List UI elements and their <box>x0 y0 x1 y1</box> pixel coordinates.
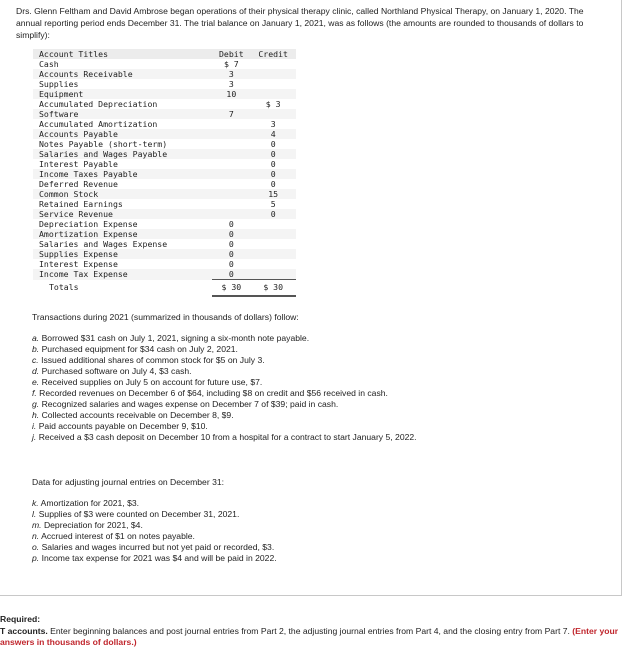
required-section <box>0 614 620 649</box>
item-text: Income tax expense for 2021 was $4 and will be paid in 2022. <box>41 553 277 563</box>
cell-debit <box>212 129 250 139</box>
cell-title: Amortization Expense <box>33 229 212 239</box>
cell-credit <box>250 69 296 79</box>
table-row <box>33 69 296 79</box>
cell-title: Supplies <box>39 79 79 89</box>
cell-credit <box>250 109 296 119</box>
cell-credit: 0 <box>250 149 296 159</box>
cell-debit <box>212 139 250 149</box>
table-row <box>33 79 296 89</box>
item-text: Recorded revenues on December 6 of $64, including $8 on credit and $56 received in cash. <box>39 388 388 398</box>
adjusting-list <box>32 498 612 564</box>
cell-debit <box>212 189 250 199</box>
table-row <box>33 159 296 169</box>
cell-debit <box>212 169 250 179</box>
table-row <box>33 129 296 139</box>
item-text: Borrowed $31 cash on July 1, 2021, signing a six-month note payable. <box>41 333 310 343</box>
cell-debit: 7 <box>212 109 250 119</box>
list-item <box>32 333 612 344</box>
item-letter: h. <box>32 410 40 420</box>
list-item <box>32 366 612 377</box>
header-account-titles: Account Titles <box>33 49 212 59</box>
table-row <box>33 249 296 259</box>
item-letter: f. <box>32 388 37 398</box>
item-text: Paid accounts payable on December 9, $10. <box>38 421 208 431</box>
required-emphasis: (Enter your answers in thousands of dollars.) <box>0 625 619 647</box>
item-letter: a. <box>32 333 40 343</box>
cell-credit: 4 <box>250 129 296 139</box>
item-letter: n. <box>32 531 40 541</box>
table-header-row <box>33 49 296 59</box>
item-text: Received supplies on July 5 on account for future use, $7. <box>41 377 263 387</box>
cell-title: Salaries and Wages Payable <box>33 149 212 159</box>
cell-debit: 0 <box>212 269 250 280</box>
cell-title: Common Stock <box>33 189 212 199</box>
totals-debit: $ 30 <box>212 280 250 297</box>
header-debit: Debit <box>212 49 250 59</box>
table-row <box>33 269 296 280</box>
table-row <box>33 139 296 149</box>
cell-credit: 0 <box>270 179 276 189</box>
adjusting-heading: Data for adjusting journal entries on December 31: <box>32 477 225 487</box>
cell-credit: 5 <box>270 199 276 209</box>
cell-credit <box>250 229 296 239</box>
table-row <box>33 169 296 179</box>
cell-title: Notes Payable (short-term) <box>39 139 168 149</box>
cell-debit <box>212 119 250 129</box>
table-row <box>33 239 296 249</box>
table-row <box>33 189 296 199</box>
cell-debit <box>212 179 250 189</box>
table-row <box>33 229 296 239</box>
transactions-heading: Transactions during 2021 (summarized in thousands of dollars) follow: <box>32 312 299 322</box>
cell-debit <box>212 159 250 169</box>
cell-debit: 10 <box>212 89 250 99</box>
transactions-list <box>32 333 612 443</box>
cell-title: Accounts Payable <box>33 129 212 139</box>
cell-credit <box>250 219 296 229</box>
cell-title: Equipment <box>33 89 212 99</box>
item-letter: j. <box>32 432 37 442</box>
cell-credit <box>250 269 296 280</box>
cell-credit: 0 <box>250 169 296 179</box>
cell-credit <box>250 59 296 69</box>
table-row <box>33 89 296 99</box>
cell-title: Supplies Expense <box>33 249 212 259</box>
cell-title: Income Taxes Payable <box>33 169 212 179</box>
cell-title: Accumulated Amortization <box>39 119 158 129</box>
table-row <box>33 219 296 229</box>
item-letter: i. <box>32 421 37 431</box>
item-text: Purchased equipment for $34 cash on July 2, 2021. <box>41 344 238 354</box>
item-letter: d. <box>32 366 40 376</box>
table-row <box>33 59 296 69</box>
item-letter: g. <box>32 399 40 409</box>
table-row <box>33 199 296 209</box>
table-row <box>33 109 296 119</box>
item-text: Recognized salaries and wages expense on December 7 of $39; paid in cash. <box>41 399 339 409</box>
list-item <box>32 410 612 421</box>
totals-title: Totals <box>49 282 79 293</box>
item-text: Accrued interest of $1 on notes payable. <box>41 531 195 541</box>
item-letter: c. <box>32 355 39 365</box>
item-text: Issued additional shares of common stock for $5 on July 3. <box>41 355 265 365</box>
cell-debit <box>212 209 250 219</box>
item-letter: k. <box>32 498 39 508</box>
table-row <box>33 259 296 269</box>
cell-title: Retained Earnings <box>39 199 123 209</box>
cell-debit <box>212 99 250 109</box>
item-letter: p. <box>32 553 40 563</box>
cell-credit <box>250 249 296 259</box>
cell-title: Software <box>33 109 212 119</box>
list-item <box>32 355 612 366</box>
table-row <box>33 99 296 109</box>
list-item <box>32 509 612 520</box>
cell-debit <box>212 199 250 209</box>
list-item <box>32 399 612 410</box>
table-row <box>33 119 296 129</box>
cell-credit <box>250 239 296 249</box>
cell-debit: 0 <box>212 249 250 259</box>
list-item <box>32 531 612 542</box>
cell-debit <box>212 149 250 159</box>
item-text: Purchased software on July 4, $3 cash. <box>41 366 192 376</box>
totals-credit: $ 30 <box>250 280 296 297</box>
cell-credit <box>250 259 296 269</box>
cell-debit: 0 <box>228 239 234 249</box>
item-letter: m. <box>32 520 42 530</box>
item-text: Amortization for 2021, $3. <box>40 498 140 508</box>
list-item <box>32 553 612 564</box>
item-letter: e. <box>32 377 40 387</box>
header-credit: Credit <box>250 49 296 59</box>
item-text: Supplies of $3 were counted on December 31, 2021. <box>38 509 240 519</box>
cell-credit <box>250 79 296 89</box>
list-item <box>32 421 612 432</box>
cell-debit: 0 <box>228 259 234 269</box>
item-text: Depreciation for 2021, $4. <box>43 520 143 530</box>
list-item <box>32 344 612 355</box>
cell-credit: 0 <box>250 209 296 219</box>
cell-title: Deferred Revenue <box>39 179 118 189</box>
cell-title: Interest Payable <box>39 159 118 169</box>
required-label: Required: <box>0 614 41 624</box>
cell-credit: 0 <box>270 159 276 169</box>
required-text: Enter beginning balances and post journal entries from Part 2, the adjusting journal entries from Part 4, and the closing entry from Part 7. <box>50 625 570 636</box>
totals-row <box>33 280 296 297</box>
list-item <box>32 498 612 509</box>
cell-credit: 3 <box>270 119 276 129</box>
cell-title: Service Revenue <box>33 209 212 219</box>
cell-title: Income Tax Expense <box>33 269 212 280</box>
item-text: Salaries and wages incurred but not yet paid or recorded, $3. <box>41 542 275 552</box>
cell-debit: 3 <box>212 69 250 79</box>
cell-credit: 0 <box>270 139 276 149</box>
intro-paragraph: Drs. Glenn Feltham and David Ambrose began operations of their physical therapy clinic, called Northland Physical Therapy, on January 1, 2020. The annual reporting period ends December 31. The trial balance on January 1, 2021, was as follows (the amounts are rounded to thousands of dollars to simplify): <box>16 6 584 40</box>
item-text: Collected accounts receivable on December 8, $9. <box>41 410 234 420</box>
cell-title: Interest Expense <box>39 259 118 269</box>
list-item <box>32 388 612 399</box>
cell-credit: $ 3 <box>265 99 281 109</box>
cell-debit: 3 <box>228 79 234 89</box>
item-letter: o. <box>32 542 40 552</box>
table-row <box>33 149 296 159</box>
list-item <box>32 432 612 443</box>
item-text: Received a $3 cash deposit on December 10 from a hospital for a contract to start January 5, 2022. <box>38 432 417 442</box>
cell-title: Depreciation Expense <box>39 219 138 229</box>
list-item <box>32 520 612 531</box>
cell-title: Accumulated Depreciation <box>39 99 158 109</box>
cell-debit: 0 <box>228 219 234 229</box>
cell-debit: 0 <box>212 229 250 239</box>
list-item <box>32 377 612 388</box>
item-letter: b. <box>32 344 40 354</box>
required-topic: T accounts. <box>0 625 48 636</box>
list-item <box>32 542 612 553</box>
cell-title: Accounts Receivable <box>33 69 212 79</box>
cell-credit: 15 <box>250 189 296 199</box>
trial-balance-table <box>33 49 296 297</box>
cell-title: Salaries and Wages Expense <box>39 239 168 249</box>
table-row <box>33 209 296 219</box>
item-letter: l. <box>32 509 37 519</box>
cell-title: Cash <box>39 59 59 69</box>
table-row <box>33 179 296 189</box>
cell-credit <box>250 89 296 99</box>
cell-debit: $ 7 <box>223 59 239 69</box>
